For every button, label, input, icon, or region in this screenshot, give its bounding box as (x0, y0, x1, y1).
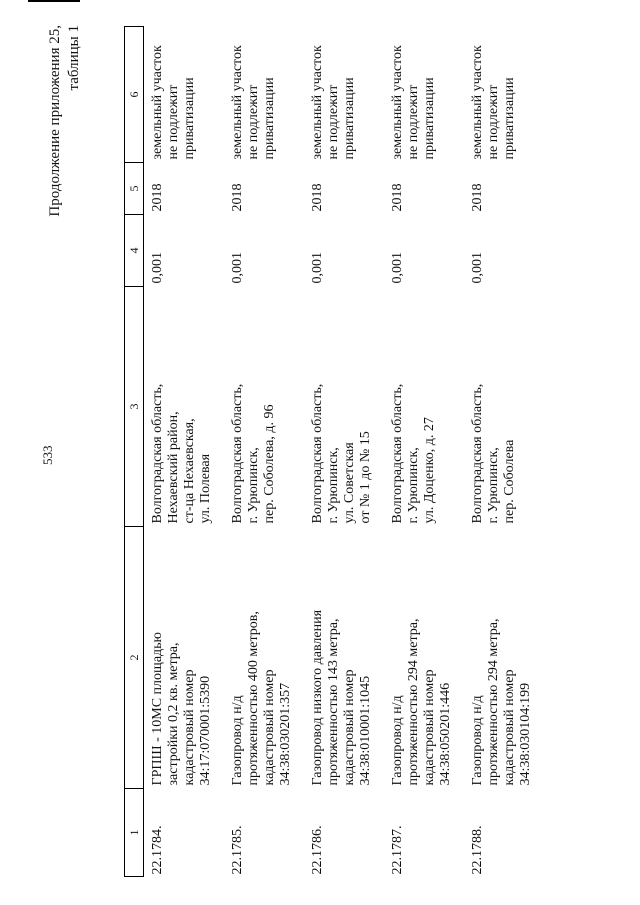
row-number: 22.1784. (150, 825, 165, 875)
object-address: Волгоградская область, г. Урюпинск, ул. Советская от № 1 до № 15 (310, 383, 373, 524)
object-description: Газопровод низкого давления протяженностью 143 метра, кадастровый номер 34:38:010001:1045 (310, 609, 373, 786)
object-address: Волгоградская область, Нехаевский район, ст-ца Нехаевская, ул. Полевая (150, 383, 213, 524)
object-description: ГРПШ - 10МС площадью застройки 0,2 кв. метра, кадастровый номер 34:17:070001:5390 (150, 631, 213, 786)
object-description: Газопровод н/д протяженностью 294 метра, кадастровый номер 34:38:050201:446 (390, 618, 453, 786)
continuation-line-1: Продолжение приложения 25, (47, 25, 63, 217)
table-row (384, 27, 464, 877)
header-cell-3: 3 (125, 287, 144, 527)
table-row (224, 27, 304, 877)
row-number: 22.1786. (310, 825, 325, 875)
table-row (464, 27, 544, 877)
object-value: 0,001 (390, 252, 405, 284)
object-note: земельный участок не подлежит приватизации (310, 45, 357, 160)
object-value: 0,001 (150, 252, 165, 284)
table-row (144, 27, 225, 877)
continuation-note (46, 25, 84, 315)
object-description: Газопровод н/д протяженностью 294 метра, кадастровый номер 34:38:030104:199 (470, 618, 533, 786)
header-row (125, 27, 144, 877)
object-year: 2018 (310, 183, 325, 212)
object-note: земельный участок не подлежит приватизации (230, 45, 277, 160)
row-number: 22.1787. (390, 825, 405, 875)
object-address: Волгоградская область, г. Урюпинск, пер. Соболева (470, 383, 517, 524)
object-note: земельный участок не подлежит приватизации (390, 45, 437, 160)
header-cell-4: 4 (125, 215, 144, 287)
continuation-line-2: таблицы 1 (66, 25, 82, 91)
object-year: 2018 (470, 183, 485, 212)
row-number: 22.1785. (230, 825, 245, 875)
object-year: 2018 (230, 183, 245, 212)
object-address: Волгоградская область, г. Урюпинск, пер. Соболева, д. 96 (230, 383, 277, 524)
object-value: 0,001 (310, 252, 325, 284)
header-cell-5: 5 (125, 163, 144, 215)
page-number: 533 (40, 445, 55, 465)
object-year: 2018 (150, 183, 165, 212)
object-note: земельный участок не подлежит приватизации (470, 45, 517, 160)
header-cell-2: 2 (125, 527, 144, 789)
row-number: 22.1788. (470, 825, 485, 875)
header-cell-1: 1 (125, 789, 144, 877)
object-year: 2018 (390, 183, 405, 212)
assets-table (124, 26, 544, 877)
table-row (304, 27, 384, 877)
object-address: Волгоградская область, г. Урюпинск, ул. Доценко, д. 27 (390, 383, 437, 524)
object-note: земельный участок не подлежит приватизации (150, 45, 197, 160)
object-value: 0,001 (470, 252, 485, 284)
object-description: Газопровод н/д протяженностью 400 метров, кадастровый номер 34:38:030201:357 (230, 611, 293, 786)
object-value: 0,001 (230, 252, 245, 284)
header-cell-6: 6 (125, 27, 144, 163)
